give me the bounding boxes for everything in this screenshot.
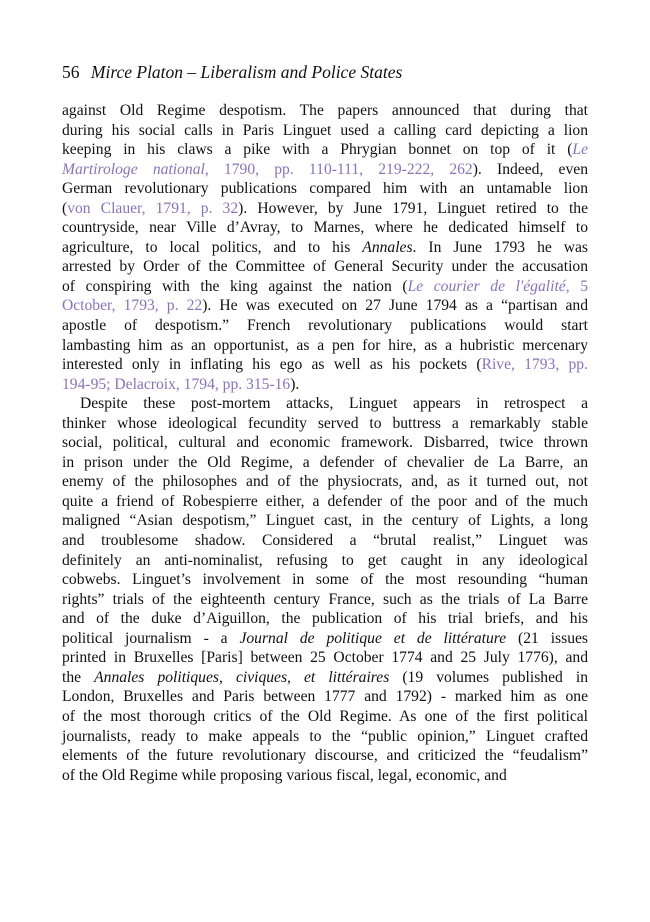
- text-line: [62, 531, 588, 551]
- text-span: lambasting him as an opportunist, as a pen for hire, as a hubristic mercenary: [62, 336, 588, 354]
- text-span: (21 issues: [506, 629, 588, 647]
- text-span: cobwebs. Linguet’s involvement in some of the most resounding “human: [62, 571, 588, 589]
- text-span: ). He was executed on 27 June 1794 as a “partisan and: [202, 297, 588, 315]
- text-span: maligned “Asian despotism,” Linguet cast, in the century of Lights, a long: [62, 512, 588, 530]
- text-span: thinker whose ideological fecundity served to buttress a remarkably stable: [62, 414, 588, 432]
- body-text: [62, 101, 588, 785]
- text-line: [62, 609, 588, 629]
- text-span: during his social calls in Paris Linguet used a calling card depicting a lion: [62, 121, 588, 139]
- text-span: interested only in inflating his ego as well as his pockets (: [62, 356, 482, 374]
- text-span: against Old Regime despotism. The papers announced that during that: [62, 102, 588, 119]
- citation-link[interactable]: Rive, 1793, pp.: [481, 356, 588, 374]
- text-span: . In June 1793 he was: [412, 238, 589, 256]
- text-span: agriculture, to local politics, and to his: [62, 238, 363, 256]
- text-span: political journalism - a: [62, 629, 240, 647]
- text-span: ). However, by June 1791, Linguet retired to the: [238, 199, 588, 217]
- citation-link[interactable]: Le: [572, 141, 588, 159]
- text-line: [62, 140, 588, 160]
- text-line: [62, 160, 588, 180]
- citation-link[interactable]: Martirologe national: [62, 160, 205, 178]
- text-span: definitely an anti-nominalist, refusing to get caught in any ideological: [62, 551, 588, 569]
- text-span: ). Indeed, even: [472, 160, 588, 178]
- text-line: [62, 707, 588, 727]
- text-span: (: [62, 199, 68, 217]
- text-span: and of the duke d’Aiguillon, the publication of his trial briefs, and his: [62, 610, 588, 628]
- text-span: journalists, ready to make appeals to the “public opinion,” Linguet crafted: [62, 727, 588, 745]
- text-line: [62, 492, 588, 512]
- text-line: [62, 551, 588, 571]
- paragraph: [62, 394, 588, 785]
- text-line: [62, 453, 588, 473]
- text-line: [62, 277, 588, 297]
- text-line: [62, 648, 588, 668]
- citation-link[interactable]: , 5: [565, 277, 589, 295]
- text-span: (19 volumes published in: [389, 668, 588, 686]
- text-line: [62, 375, 588, 395]
- italic-text: Journal de politique et de littérature: [239, 629, 507, 647]
- text-line: [62, 121, 588, 141]
- text-span: and troublesome shadow. Considered a “brutal realist,” Linguet was: [62, 532, 588, 550]
- text-span: printed in Bruxelles [Paris] between 25 October 1774 and 25 July 1776), and: [62, 649, 588, 667]
- citation-link[interactable]: , 1790, pp. 110-111, 219-222, 262: [204, 160, 473, 178]
- text-span: London, Bruxelles and Paris between 1777 and 1792) - marked him as one: [62, 688, 588, 706]
- text-span: social, political, cultural and economic framework. Disbarred, twice thrown: [62, 434, 588, 452]
- text-line: [62, 472, 588, 492]
- text-line: [62, 687, 588, 707]
- citation-link[interactable]: Le courier de l'égalité: [407, 277, 566, 295]
- text-line: [62, 199, 588, 219]
- text-line: [62, 433, 588, 453]
- text-span: elements of the future revolutionary discourse, and criticized the “feudalism”: [62, 747, 588, 765]
- text-line: [62, 727, 588, 747]
- citation-link[interactable]: 194-95; Delacroix, 1794, pp. 315-16: [62, 375, 291, 393]
- text-line: [62, 394, 588, 414]
- italic-text: Annales: [362, 238, 413, 256]
- text-span: German revolutionary publications compared him with an untamable lion: [62, 180, 588, 198]
- text-span: in prison under the Old Regime, a defender of chevalier de La Barre, an: [62, 453, 588, 471]
- text-line: [62, 570, 588, 590]
- text-line: [62, 511, 588, 531]
- running-header: [62, 60, 588, 84]
- citation-link[interactable]: October, 1793, p. 22: [62, 297, 203, 315]
- text-span: Despite these post-mortem attacks, Linguet appears in retrospect a: [80, 395, 588, 413]
- text-span: of the Old Regime while proposing various fiscal, legal, economic, and: [62, 766, 507, 784]
- text-line: [62, 668, 588, 688]
- text-line: [62, 179, 588, 199]
- text-span: arrested by Order of the Committee of General Security under the accusation: [62, 258, 588, 276]
- text-line: [62, 218, 588, 238]
- text-line: [62, 257, 588, 277]
- text-line: [62, 355, 588, 375]
- text-span: the: [62, 668, 95, 686]
- text-line: [62, 296, 588, 316]
- text-line: [62, 590, 588, 610]
- text-line: [62, 766, 588, 786]
- text-span: of conspiring with the king against the nation (: [62, 277, 408, 295]
- text-span: quite a friend of Robespierre either, a defender of the poor and of the much: [62, 492, 588, 510]
- text-span: ).: [290, 375, 300, 393]
- text-span: countryside, near Ville d’Avray, to Marnes, where he dedicated himself to: [62, 219, 588, 237]
- text-span: apostle of despotism.” French revolutionary publications would start: [62, 317, 588, 335]
- page-number: 56: [62, 62, 80, 82]
- text-span: keeping in his claws a pike with a Phrygian bonnet on top of it (: [62, 141, 573, 159]
- text-line: [62, 316, 588, 336]
- text-line: [62, 336, 588, 356]
- page: [62, 60, 588, 785]
- citation-link[interactable]: von Clauer, 1791, p. 32: [67, 199, 239, 217]
- paragraph: [62, 101, 588, 394]
- text-line: [62, 414, 588, 434]
- text-line: [62, 238, 588, 258]
- text-line: [62, 629, 588, 649]
- running-title: Mirce Platon – Liberalism and Police States: [90, 62, 403, 82]
- text-line: [62, 746, 588, 766]
- text-line: [62, 101, 588, 121]
- text-span: rights” trials of the eighteenth century France, such as the trials of La Barre: [62, 590, 588, 608]
- italic-text: Annales politiques, civiques, et littéraires: [94, 668, 390, 686]
- text-span: of the most thorough critics of the Old Regime. As one of the first political: [62, 707, 588, 725]
- text-span: enemy of the philosophes and of the physiocrats, and, as it turned out, not: [62, 473, 588, 491]
